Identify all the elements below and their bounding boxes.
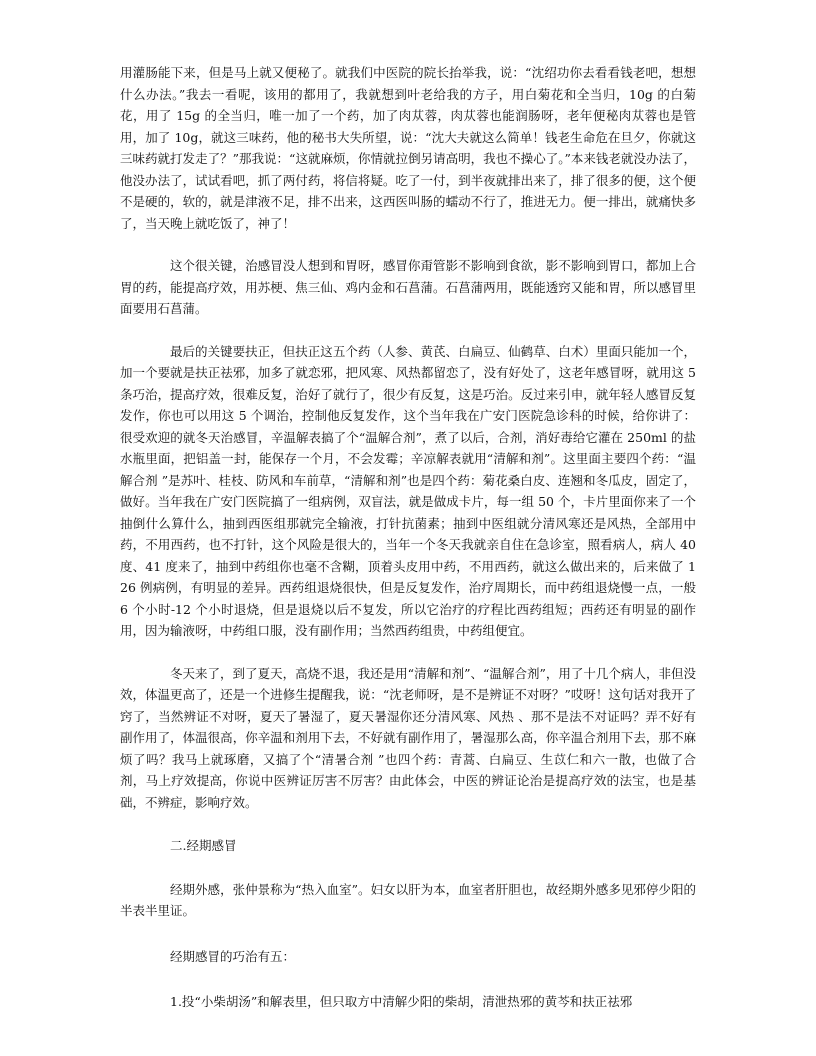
paragraph-1: 用灌肠能下来，但是马上就又便秘了。就我们中医院的院长抬举我，说：“沈绍功你去看看钱老吧，想想什么办法。”我去一看呢，该用的都用了，我就想到叶老给我的方子，用白菊花和全当归，10g 的白菊花，用了 15g 的全当归，唯一加了一个药，加了肉苁蓉，肉苁蓉也能润肠呀，老年便秘肉苁蓉也是管用，加了 10g，就这三味药，他的秘书大失所望，说：“沈大夫就这么简单！钱老生命危在旦夕，你就这三味药就打发走了？”那我说：“这就麻烦，你情就拉倒另请高明，我也不操心了。”本来钱老就没办法了，他没办法了，试试看吧，抓了两付药，将信将疑。吃了一付，到半夜就排出来了，排了很多的便，这个便不是硬的，软的，就是津液不足，排不出来，这西医叫肠的蠕动不行了，推进无力。便一排出，就痛快多了，当天晚上就吃饭了，神了！	[120, 65, 696, 231]
document-page	[120, 62, 696, 1013]
list-item-1: 1.投“小柴胡汤”和解表里，但只取方中清解少阳的柴胡，清泄热邪的黄芩和扶正祛邪	[170, 994, 633, 1009]
paragraph-3: 最后的关键要扶正，但扶正这五个药（人参、黄芪、白扁豆、仙鹤草、白术）里面只能加一个，加一个要就是扶正祛邪，加多了就恋邪，把风寒、风热都留恋了，没有好处了，这老年感冒呀，就用这 5 条巧治，提高疗效，很难反复，治好了就行了，很少有反复，这是巧治。反过来引申，就年轻人感冒反复发作，你也可以用这 5 个调治，控制他反复发作，这个当年我在广安门医院急诊科的时候，给你讲了：很受欢迎的就冬天治感冒，辛温解表搞了个“温解合剂”，煮了以后，合剂，消好毒给它灌在 250ml 的盐水瓶里面，把铝盖一封，能保存一个月，不会发霉；辛凉解表就用“清解和剂”。这里面主要四个药：“温解合剂 ”是苏叶、桂枝、防风和车前草，“清解和剂”也是四个药：菊花桑白皮、连翘和冬瓜皮，固定了，做好。当年我在广安门医院搞了一组病例，双盲法，就是做成卡片，每一组 50 个，卡片里面你来了一个抽倒什么算什么，抽到西医组那就完全输液，打针抗菌素；抽到中医组就分清风寒还是风热，全部用中药，不用西药，也不打针，这个风险是很大的，当年一个冬天我就亲自住在急诊室，照看病人，病人 40 度、41 度来了，抽到中药组你也毫不含糊，顶着头皮用中药，不用西药，就这么做出来的，后来做了 126 例病例，有明显的差异。西药组退烧很快，但是反复发作，治疗周期长，而中药组退烧慢一点，一般 6 个小时-12 个小时退烧，但是退烧以后不复发，所以它治疗的疗程比西药组短；西药还有明显的副作用，因为输液呀，中药组口服，没有副作用；当然西药组贵，中药组便宜。	[120, 343, 696, 638]
paragraph-4: 冬天来了，到了夏天，高烧不退，我还是用“清解和剂”、“温解合剂”，用了十几个病人，非但没效，体温更高了，还是一个进修生提醒我，说：“沈老师呀，是不是辨证不对呀？”哎呀！这句话对我开了窍了，当然辨证不对呀，夏天了暑湿了，夏天暑湿你还分清风寒、风热 、那不是法不对证吗？弄不好有副作用了，体温很高，你辛温和剂用下去，不好就有副作用了，暑湿那么高，你辛温合剂用下去，那不麻烦了吗？我马上就琢磨，又搞了个“清暑合剂 ”也四个药：青蒿、白扁豆、生苡仁和六一散，也做了合剂，马上疗效提高，你说中医辨证厉害不厉害？由此体会，中医的辨证论治是提高疗效的法宝，也是基础，不辨症，影响疗效。	[120, 665, 696, 810]
paragraph-6: 经期感冒的巧治有五：	[170, 948, 296, 964]
section-heading: 二.经期感冒	[170, 838, 237, 853]
paragraph-2: 这个很关键，治感冒没人想到和胃呀，感冒你甭管影不影响到食欲，影不影响到胃口，都加上合胃的药，能提高疗效，用苏梗、焦三仙、鸡内金和石菖蒲。石菖蒲两用，既能透窍又能和胃，所以感冒里面要用石菖蒲。	[120, 258, 696, 316]
paragraph-5: 经期外感，张仲景称为“热入血室”。妇女以肝为本，血室者肝胆也，故经期外感多见邪停少阳的半表半里证。	[120, 881, 696, 918]
